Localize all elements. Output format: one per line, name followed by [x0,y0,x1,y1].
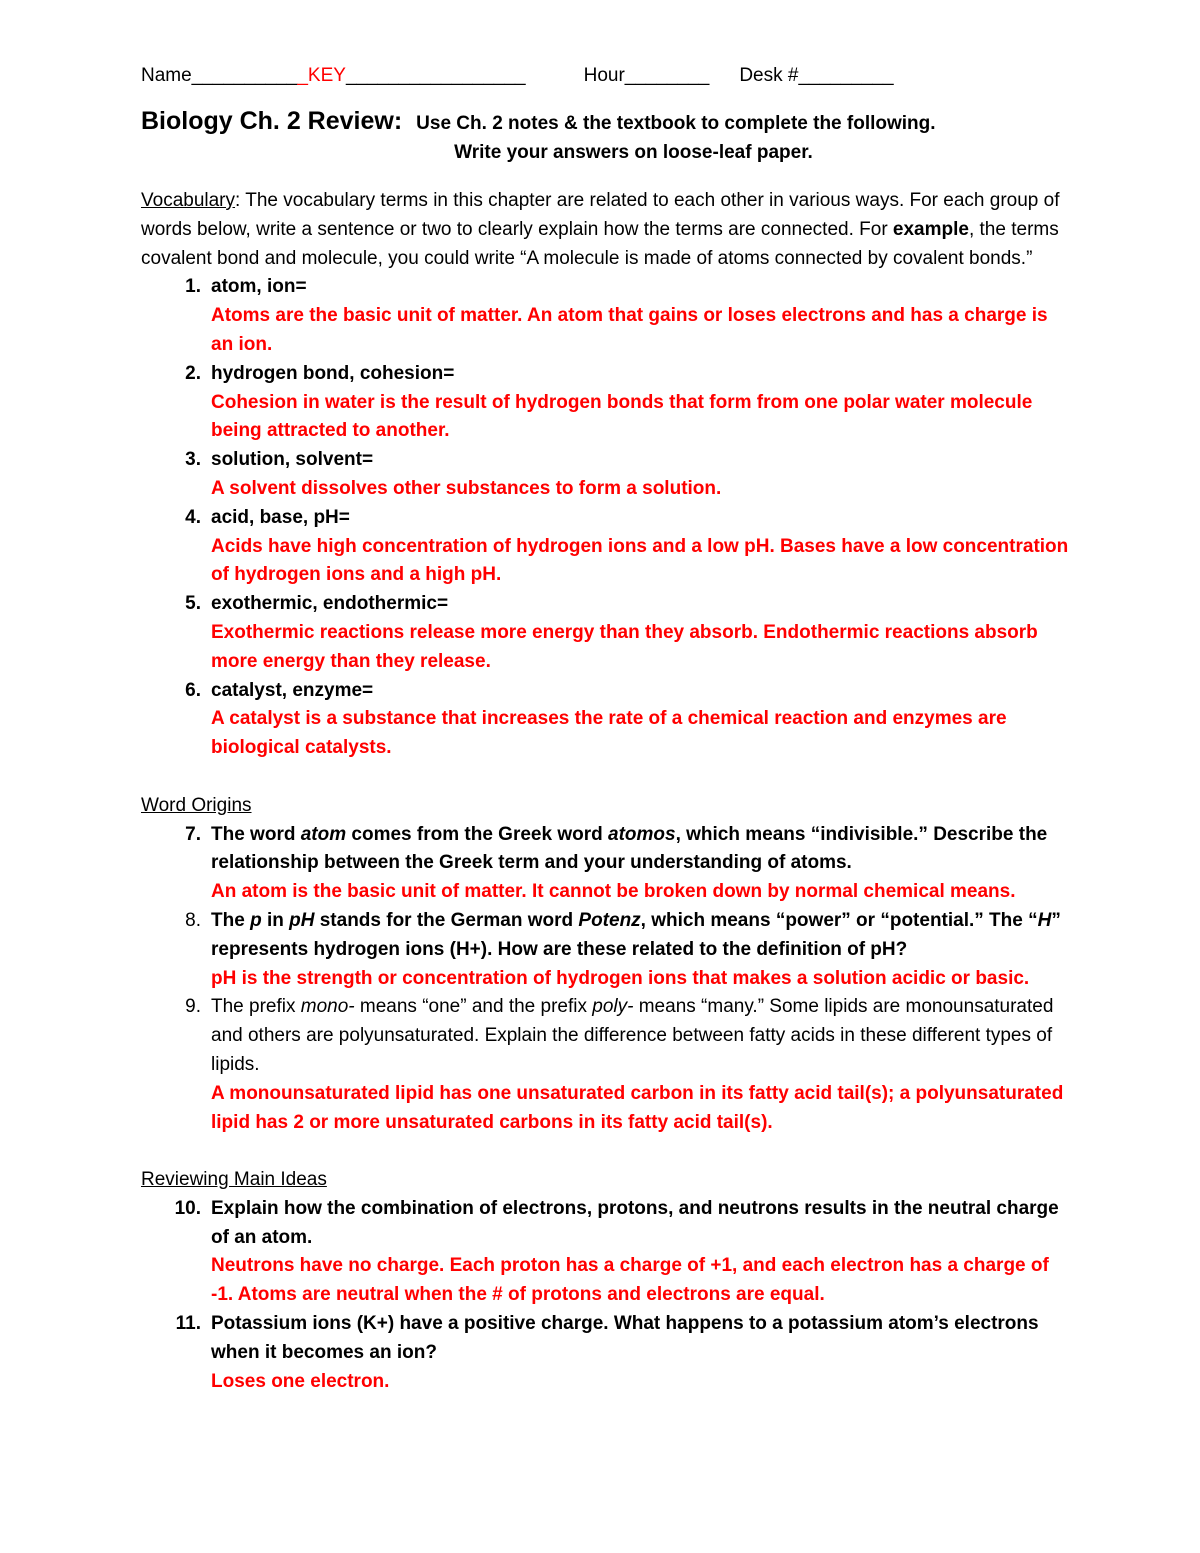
vocabulary-intro-example: example [892,218,969,240]
question-italic: pH [289,909,315,931]
main-idea-item-10 [141,1195,1071,1310]
question-italic: mono- [300,996,355,1018]
worksheet-page [141,60,1071,1396]
item-number: 6. [185,679,201,701]
vocab-item-3 [141,446,1071,504]
question-text [211,821,1071,879]
main-idea-item-11 [141,1310,1071,1396]
word-origin-item-7 [141,821,1071,907]
word-origins-heading: Word Origins [141,794,252,816]
item-number: 9. [185,996,201,1018]
answer-text: A catalyst is a substance that increases the rate of a chemical reaction and enzymes are biological catalysts. [211,708,1007,759]
item-number: 10. [174,1197,201,1219]
item-number: 11. [175,1313,201,1335]
vocabulary-list [141,273,1071,763]
question-text [211,907,1071,965]
name-value: _KEY [297,65,346,86]
page-title: Biology Ch. 2 Review: [141,107,403,135]
vocabulary-intro-text-b: , the terms covalent bond and molecule, you could write “A molecule is made of atoms connected by covalent bonds.” [141,218,1059,269]
question-part: ” represents hydrogen ions (H+). How are these related to the definition of pH? [211,909,1061,960]
answer-text: Exothermic reactions release more energy than they absorb. Endothermic reactions absorb more energy than they release. [211,621,1038,672]
question-italic: Potenz [578,909,641,931]
hour-field: Hour________ [583,65,710,86]
question-text: atom, ion= [211,276,307,298]
answer-text: An atom is the basic unit of matter. It cannot be broken down by normal chemical means. [211,881,1016,903]
question-text: exothermic, endothermic= [211,593,449,615]
question-part: , which means “indivisible.” Describe the relationship between the Greek term and your understanding of atoms. [211,823,1048,874]
question-part: stands for the German word [314,909,579,931]
word-origins-list [141,821,1071,1138]
vocabulary-intro-text-a: : The vocabulary terms in this chapter are related to each other in various ways. For each group of words below, write a sentence or two to clearly explain how the terms are connected. For [141,190,1060,240]
header-line [141,60,1071,92]
answer-text: Acids have high concentration of hydrogen ions and a low pH. Bases have a low concentration of hydrogen ions and a high pH. [211,535,1069,586]
question-part: The word [211,823,301,845]
question-text [211,993,1071,1079]
item-number: 2. [185,362,201,384]
question-part: in [261,909,290,931]
question-text: catalyst, enzyme= [211,679,374,701]
question-part: , which means “power” or “potential.” The “ [640,909,1038,931]
question-part: The prefix [211,996,301,1018]
name-label: Name__________ [141,65,298,86]
question-text: hydrogen bond, cohesion= [211,362,455,384]
vocab-item-6 [141,677,1071,763]
question-italic: p [250,909,262,931]
name-underline: _________________ [345,65,526,86]
item-number: 5. [185,593,201,615]
title-row [141,106,1071,139]
answer-text: Loses one electron. [211,1370,390,1392]
answer-text: pH is the strength or concentration of hydrogen ions that makes a solution acidic or basic. [211,967,1030,989]
answer-text: A solvent dissolves other substances to form a solution. [211,477,722,499]
vocab-item-4 [141,504,1071,590]
vocab-item-1 [141,273,1071,359]
question-text: solution, solvent= [211,449,374,471]
spacer [141,763,1071,792]
vocab-item-2 [141,360,1071,446]
answer-text: Atoms are the basic unit of matter. An atom that gains or loses electrons and has a charge is an ion. [211,305,1048,355]
spacer [141,1137,1071,1166]
vocab-item-5 [141,590,1071,676]
question-part: The [211,909,251,931]
item-number: 8. [185,909,201,931]
title-instruction-2: Write your answers on loose-leaf paper. [454,142,813,163]
answer-text: Neutrons have no charge. Each proton has a charge of +1, and each electron has a charge of -1. Atoms are neutral when the # of protons and electrons are equal. [211,1255,1049,1306]
word-origin-item-8 [141,907,1071,993]
question-part: means “one” and the prefix [354,996,593,1018]
item-number: 3. [185,449,201,471]
vocabulary-intro [141,187,1071,273]
desk-field: Desk #_________ [739,65,894,86]
word-origin-item-9 [141,993,1071,1137]
question-part: comes from the Greek word [346,823,608,845]
question-italic: H [1037,909,1052,931]
question-italic: atomos [608,823,676,845]
question-text: acid, base, pH= [211,506,350,528]
title-instruction-1: Use Ch. 2 notes & the textbook to complete the following. [416,113,936,134]
answer-text: A monounsaturated lipid has one unsaturated carbon in its fatty acid tail(s); a polyunsaturated lipid has 2 or more unsaturated carbons in its fatty acid tail(s). [211,1082,1064,1133]
item-number: 7. [185,823,201,845]
answer-text: Cohesion in water is the result of hydrogen bonds that form from one polar water molecule being attracted to another. [211,391,1033,442]
item-number: 1. [185,276,201,298]
question-text: Potassium ions (K+) have a positive charge. What happens to a potassium atom’s electrons when it becomes an ion? [211,1313,1039,1363]
question-italic: atom [300,823,347,845]
vocabulary-heading: Vocabulary [141,190,236,211]
main-ideas-list [141,1195,1071,1397]
question-part: means “many.” Some lipids are monounsaturated and others are polyunsaturated. Explain the difference between fatty acids in these different types of lipids. [211,996,1054,1075]
question-text: Explain how the combination of electrons, protons, and neutrons results in the neutral charge of an atom. [211,1197,1059,1248]
main-ideas-heading: Reviewing Main Ideas [141,1169,327,1191]
item-number: 4. [185,506,201,528]
question-italic: poly- [592,996,634,1018]
